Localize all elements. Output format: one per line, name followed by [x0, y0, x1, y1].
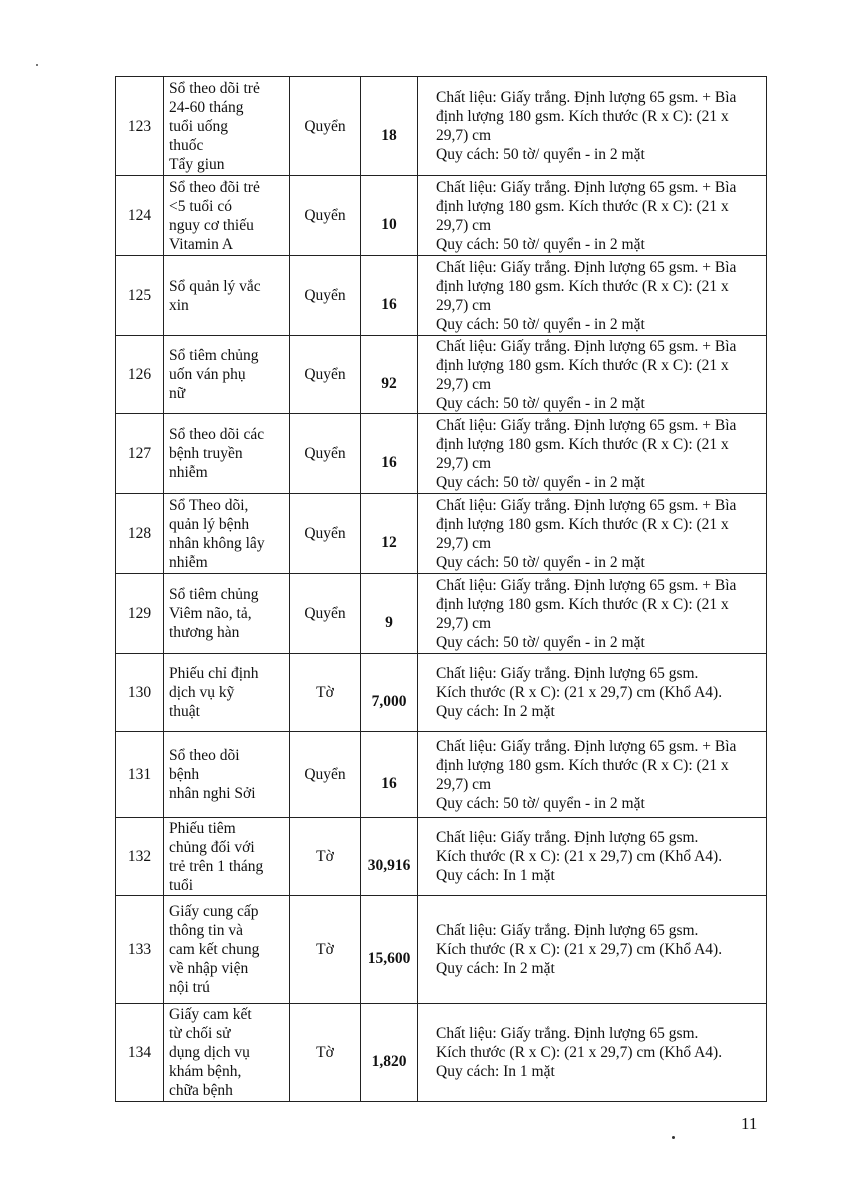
item-name-line: Sổ theo dõi [169, 747, 240, 764]
item-specification [418, 732, 767, 818]
item-quantity: 9 [361, 574, 418, 654]
item-name-line: Tẩy giun [169, 155, 225, 173]
item-name [164, 176, 290, 256]
item-specification [418, 494, 767, 574]
item-name [164, 336, 290, 414]
item-name-line: về nhập viện [169, 960, 249, 977]
item-unit: Quyển [290, 494, 361, 574]
item-name-line: Sổ tiêm chủng [169, 347, 259, 364]
item-unit: Quyển [290, 77, 361, 176]
item-name-line: thuật [169, 703, 200, 720]
item-specification [418, 574, 767, 654]
row-number: 127 [116, 414, 164, 494]
item-specification-line: Kích thước (R x C): (21 x 29,7) cm (Khổ A4). [436, 848, 723, 865]
item-name-line: nhiễm [169, 553, 208, 571]
item-specification-line: Chất liệu: Giấy trắng. Định lượng 65 gsm. + Bìa [436, 337, 737, 355]
item-name-line: nhiễm [169, 464, 208, 481]
item-specification-line: Quy cách: 50 tờ/ quyển - in 2 mặt [436, 794, 645, 812]
item-unit: Quyển [290, 336, 361, 414]
item-unit: Quyển [290, 574, 361, 654]
item-specification-line: Chất liệu: Giấy trắng. Định lượng 65 gsm. + Bìa [436, 416, 737, 434]
item-name [164, 494, 290, 574]
item-quantity: 12 [361, 494, 418, 574]
item-name-line: tuổi [169, 876, 194, 894]
item-specification [418, 256, 767, 336]
item-name-line: quản lý bệnh [169, 515, 250, 533]
page-number: 11 [741, 1114, 758, 1133]
item-specification-line: Chất liệu: Giấy trắng. Định lượng 65 gsm. + Bìa [436, 89, 737, 106]
item-specification-line: Chất liệu: Giấy trắng. Định lượng 65 gsm. + Bìa [436, 496, 737, 514]
item-specification-line: định lượng 180 gsm. Kích thước (R x C): (21 x [436, 108, 729, 125]
item-specification-line: 29,7) cm [436, 454, 492, 472]
item-name-line: Sổ tiêm chủng [169, 586, 259, 603]
item-specification-line: Kích thước (R x C): (21 x 29,7) cm (Khổ A4). [436, 1044, 723, 1061]
item-specification-line: Chất liệu: Giấy trắng. Định lượng 65 gsm. + Bìa [436, 258, 737, 276]
item-specification-line: định lượng 180 gsm. Kích thước (R x C): (21 x [436, 435, 729, 453]
item-unit: Quyển [290, 256, 361, 336]
item-name-line: Giấy cam kết [169, 1006, 252, 1023]
item-quantity: 16 [361, 256, 418, 336]
item-specification-line: Chất liệu: Giấy trắng. Định lượng 65 gsm. + Bìa [436, 737, 737, 755]
item-specification-line: Quy cách: In 2 mặt [436, 960, 555, 977]
item-specification-line: định lượng 180 gsm. Kích thước (R x C): (21 x [436, 197, 729, 215]
item-name-line: nhân nghi Sởi [169, 785, 256, 802]
row-number: 126 [116, 336, 164, 414]
item-unit: Quyển [290, 176, 361, 256]
supply-spec-table [115, 76, 767, 1102]
item-name-line: Sổ theo dõi các [169, 426, 265, 443]
item-specification [418, 414, 767, 494]
table-row [116, 414, 767, 494]
row-number: 124 [116, 176, 164, 256]
item-name-line: Sổ theo đõi trẻ [169, 178, 260, 196]
row-number: 128 [116, 494, 164, 574]
item-specification-line: định lượng 180 gsm. Kích thước (R x C): (21 x [436, 756, 729, 774]
item-specification-line: Kích thước (R x C): (21 x 29,7) cm (Khổ A4). [436, 684, 723, 701]
item-name-line: 24-60 tháng [169, 98, 244, 116]
item-specification-line: Quy cách: In 1 mặt [436, 1063, 555, 1080]
item-name-line: dịch vụ kỹ [169, 684, 235, 701]
item-name [164, 818, 290, 896]
row-number: 132 [116, 818, 164, 896]
item-specification [418, 77, 767, 176]
table-row [116, 494, 767, 574]
table-row [116, 77, 767, 176]
item-specification-line: 29,7) cm [436, 534, 492, 552]
item-name-line: chữa bệnh [169, 1082, 233, 1099]
table-row [116, 654, 767, 732]
item-specification-line: Quy cách: 50 tờ/ quyển - in 2 mặt [436, 473, 645, 491]
item-name-line: nhân không lây [169, 534, 265, 552]
item-specification-line: Chất liệu: Giấy trắng. Định lượng 65 gsm. [436, 829, 699, 846]
item-name [164, 414, 290, 494]
row-number: 123 [116, 77, 164, 176]
item-specification-line: định lượng 180 gsm. Kích thước (R x C): (21 x [436, 277, 729, 295]
item-name [164, 732, 290, 818]
item-quantity: 30,916 [361, 818, 418, 896]
item-name-line: tuổi uống [169, 117, 228, 135]
scan-dot [672, 1136, 675, 1139]
item-specification-line: định lượng 180 gsm. Kích thước (R x C): (21 x [436, 356, 729, 374]
item-name-line: Viêm não, tả, [169, 605, 252, 622]
item-name-line: Phiếu tiêm [169, 819, 236, 837]
item-quantity: 16 [361, 732, 418, 818]
row-number: 134 [116, 1004, 164, 1102]
item-specification-line: Chất liệu: Giấy trắng. Định lượng 65 gsm. + Bìa [436, 178, 737, 196]
item-name-line: nội trú [169, 979, 210, 996]
table-row [116, 732, 767, 818]
item-name-line: Giấy cung cấp [169, 903, 259, 920]
item-name [164, 256, 290, 336]
item-unit: Tờ [290, 654, 361, 732]
item-unit: Quyển [290, 414, 361, 494]
item-specification-line: Chất liệu: Giấy trắng. Định lượng 65 gsm. [436, 665, 699, 682]
item-specification-line: 29,7) cm [436, 775, 492, 793]
table-row [116, 256, 767, 336]
item-name [164, 77, 290, 176]
item-name [164, 896, 290, 1004]
item-quantity: 15,600 [361, 896, 418, 1004]
item-name [164, 654, 290, 732]
item-name-line: thuốc [169, 136, 204, 154]
item-name-line: khám bệnh, [169, 1063, 242, 1080]
item-unit: Quyển [290, 732, 361, 818]
item-quantity: 18 [361, 77, 418, 176]
item-name-line: nữ [169, 385, 186, 402]
row-number: 133 [116, 896, 164, 1004]
item-specification-line: Quy cách: 50 tờ/ quyển - in 2 mặt [436, 633, 645, 651]
table-row [116, 574, 767, 654]
item-unit: Tờ [290, 1004, 361, 1102]
item-unit: Tờ [290, 896, 361, 1004]
item-name-line: bệnh truyền [169, 445, 243, 462]
item-quantity: 16 [361, 414, 418, 494]
item-specification [418, 336, 767, 414]
item-specification-line: 29,7) cm [436, 127, 492, 144]
item-quantity: 10 [361, 176, 418, 256]
table-row [116, 896, 767, 1004]
item-name [164, 574, 290, 654]
table-row [116, 336, 767, 414]
item-name-line: thông tin và [169, 922, 244, 939]
item-quantity: 92 [361, 336, 418, 414]
item-specification-line: Quy cách: 50 tờ/ quyển - in 2 mặt [436, 146, 645, 163]
item-specification [418, 654, 767, 732]
item-quantity: 1,820 [361, 1004, 418, 1102]
item-name-line: Phiếu chỉ định [169, 665, 259, 682]
item-specification-line: Quy cách: 50 tờ/ quyển - in 2 mặt [436, 553, 645, 571]
table-row [116, 1004, 767, 1102]
item-specification [418, 176, 767, 256]
item-specification-line: 29,7) cm [436, 296, 492, 314]
item-name-line: <5 tuổi có [169, 197, 232, 215]
item-specification-line: 29,7) cm [436, 614, 492, 632]
item-name-line: xin [169, 296, 189, 314]
item-specification-line: Chất liệu: Giấy trắng. Định lượng 65 gsm. [436, 922, 699, 939]
item-specification-line: 29,7) cm [436, 216, 492, 234]
item-name-line: thương hàn [169, 624, 240, 641]
item-specification-line: định lượng 180 gsm. Kích thước (R x C): (21 x [436, 515, 729, 533]
item-specification-line: định lượng 180 gsm. Kích thước (R x C): (21 x [436, 595, 729, 613]
item-name [164, 1004, 290, 1102]
item-specification-line: 29,7) cm [436, 375, 492, 393]
item-name-line: Sổ quản lý vắc [169, 277, 261, 295]
item-name-line: trẻ trên 1 tháng [169, 857, 264, 875]
item-name-line: bệnh [169, 766, 200, 783]
item-name-line: Sổ Theo dõi, [169, 496, 249, 514]
table-row [116, 818, 767, 896]
item-unit: Tờ [290, 818, 361, 896]
item-specification-line: Quy cách: In 2 mặt [436, 703, 555, 720]
item-name-line: Sổ theo dõi trẻ [169, 79, 260, 97]
item-specification [418, 896, 767, 1004]
row-number: 131 [116, 732, 164, 818]
table-body [116, 77, 767, 1102]
item-specification-line: Quy cách: 50 tờ/ quyển - in 2 mặt [436, 235, 645, 253]
item-specification-line: Chất liệu: Giấy trắng. Định lượng 65 gsm. [436, 1025, 699, 1042]
item-name-line: Vitamin A [169, 235, 234, 253]
item-name-line: chủng đối với [169, 838, 255, 856]
scan-speck [36, 64, 38, 66]
row-number: 130 [116, 654, 164, 732]
item-name-line: từ chối sử [169, 1025, 231, 1042]
item-specification-line: Quy cách: 50 tờ/ quyển - in 2 mặt [436, 394, 645, 412]
item-specification-line: Quy cách: 50 tờ/ quyển - in 2 mặt [436, 315, 645, 333]
row-number: 125 [116, 256, 164, 336]
item-name-line: cam kết chung [169, 941, 260, 958]
item-specification-line: Quy cách: In 1 mặt [436, 867, 555, 884]
item-name-line: dụng dịch vụ [169, 1044, 250, 1061]
item-specification-line: Kích thước (R x C): (21 x 29,7) cm (Khổ A4). [436, 941, 723, 958]
item-name-line: uốn ván phụ [169, 366, 246, 383]
item-quantity: 7,000 [361, 654, 418, 732]
item-name-line: nguy cơ thiếu [169, 216, 254, 234]
item-specification [418, 1004, 767, 1102]
item-specification-line: Chất liệu: Giấy trắng. Định lượng 65 gsm. + Bìa [436, 576, 737, 594]
table-row [116, 176, 767, 256]
item-specification [418, 818, 767, 896]
row-number: 129 [116, 574, 164, 654]
